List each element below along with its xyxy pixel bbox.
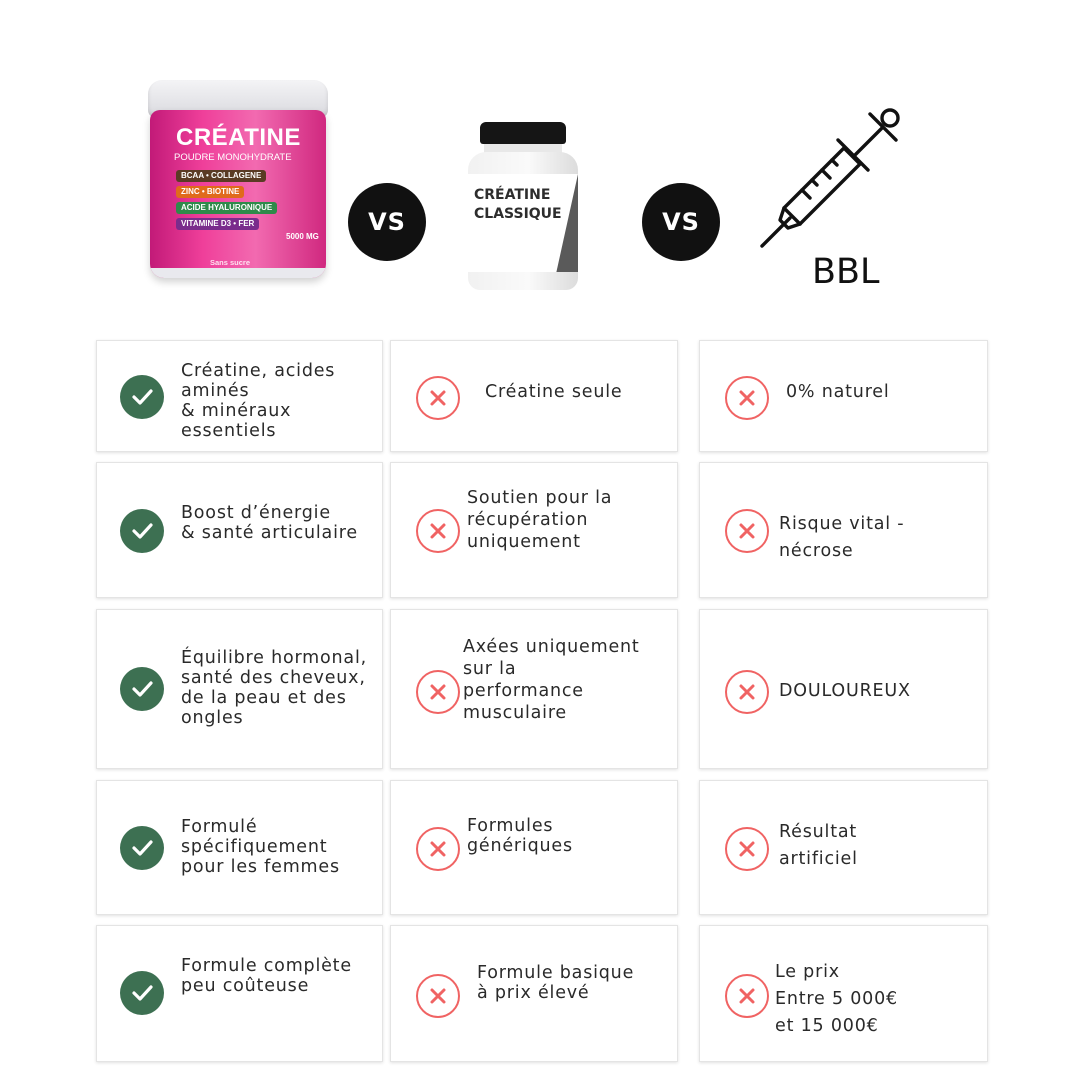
- row2-bbl-text: Risque vital - nécrose: [779, 514, 905, 561]
- row4-bbl-text: Résultat artificiel: [779, 822, 858, 869]
- x-circle-icon: [416, 509, 460, 553]
- syringe-icon: [756, 100, 908, 252]
- x-circle-icon: [725, 509, 769, 553]
- row1-classic-text: Créatine seule: [485, 382, 623, 402]
- x-circle-icon: [416, 974, 460, 1018]
- x-circle-icon: [725, 827, 769, 871]
- x-circle-icon: [725, 670, 769, 714]
- row1-ours-text: Créatine, acides aminés & minéraux essentiels: [181, 361, 336, 441]
- vs-badge: VS: [642, 183, 720, 261]
- row4-classic-text: Formules génériques: [467, 816, 573, 856]
- row2-ours-cell: [96, 462, 383, 598]
- classic-creatine-tub: [468, 120, 578, 292]
- bbl-label: BBL: [812, 252, 880, 292]
- row4-bbl-cell: [699, 780, 988, 915]
- check-circle-icon: [120, 375, 164, 419]
- row3-classic-cell: [390, 609, 678, 769]
- x-circle-icon: [416, 670, 460, 714]
- row2-ours-text: Boost d’énergie & santé articulaire: [181, 503, 358, 543]
- row5-bbl-cell: [699, 925, 988, 1062]
- tub-cap: [480, 122, 566, 144]
- row1-classic-cell: [390, 340, 678, 452]
- row3-ours-cell: [96, 609, 383, 769]
- row3-bbl-cell: [699, 609, 988, 769]
- row1-bbl-text: 0% naturel: [786, 382, 890, 402]
- row5-bbl-text: Le prix Entre 5 000€ et 15 000€: [775, 962, 898, 1036]
- row2-classic-cell: [390, 462, 678, 598]
- row2-bbl-cell: [699, 462, 988, 598]
- jar-label: [150, 110, 326, 278]
- row5-ours-cell: [96, 925, 383, 1062]
- jar-tag: ZINC • BIOTINE: [176, 186, 244, 198]
- row3-bbl-text: DOULOUREUX: [779, 681, 911, 701]
- x-circle-icon: [416, 376, 460, 420]
- vs-badge: VS: [348, 183, 426, 261]
- row5-ours-text: Formule complète peu coûteuse: [181, 956, 352, 996]
- check-circle-icon: [120, 826, 164, 870]
- row4-classic-cell: [390, 780, 678, 915]
- creatine-product-jar: [148, 80, 328, 280]
- jar-subtitle: POUDRE MONOHYDRATE: [174, 152, 292, 163]
- x-circle-icon: [416, 827, 460, 871]
- x-circle-icon: [725, 974, 769, 1018]
- row2-classic-text: Soutien pour la récupération uniquement: [467, 488, 613, 552]
- jar-tag: VITAMINE D3 • FER: [176, 218, 259, 230]
- check-circle-icon: [120, 667, 164, 711]
- jar-tag: ACIDE HYALURONIQUE: [176, 202, 277, 214]
- row5-classic-text: Formule basique à prix élevé: [477, 963, 635, 1003]
- jar-tag: BCAA • COLLAGENE: [176, 170, 266, 182]
- row1-bbl-cell: [699, 340, 988, 452]
- row3-ours-text: Équilibre hormonal, santé des cheveux, de la peau et des ongles: [181, 648, 367, 728]
- row1-ours-cell: [96, 340, 383, 452]
- jar-dose: 5000 MG: [286, 232, 319, 241]
- check-circle-icon: [120, 971, 164, 1015]
- row5-classic-cell: [390, 925, 678, 1062]
- jar-note: Sans sucre: [210, 258, 251, 267]
- check-circle-icon: [120, 509, 164, 553]
- row4-ours-cell: [96, 780, 383, 915]
- x-circle-icon: [725, 376, 769, 420]
- row4-ours-text: Formulé spécifiquement pour les femmes: [181, 817, 340, 877]
- tub-title: CRÉATINE CLASSIQUE: [474, 187, 562, 222]
- jar-title: CRÉATINE: [176, 124, 301, 151]
- row3-classic-text: Axées uniquement sur la performance musculaire: [463, 637, 640, 723]
